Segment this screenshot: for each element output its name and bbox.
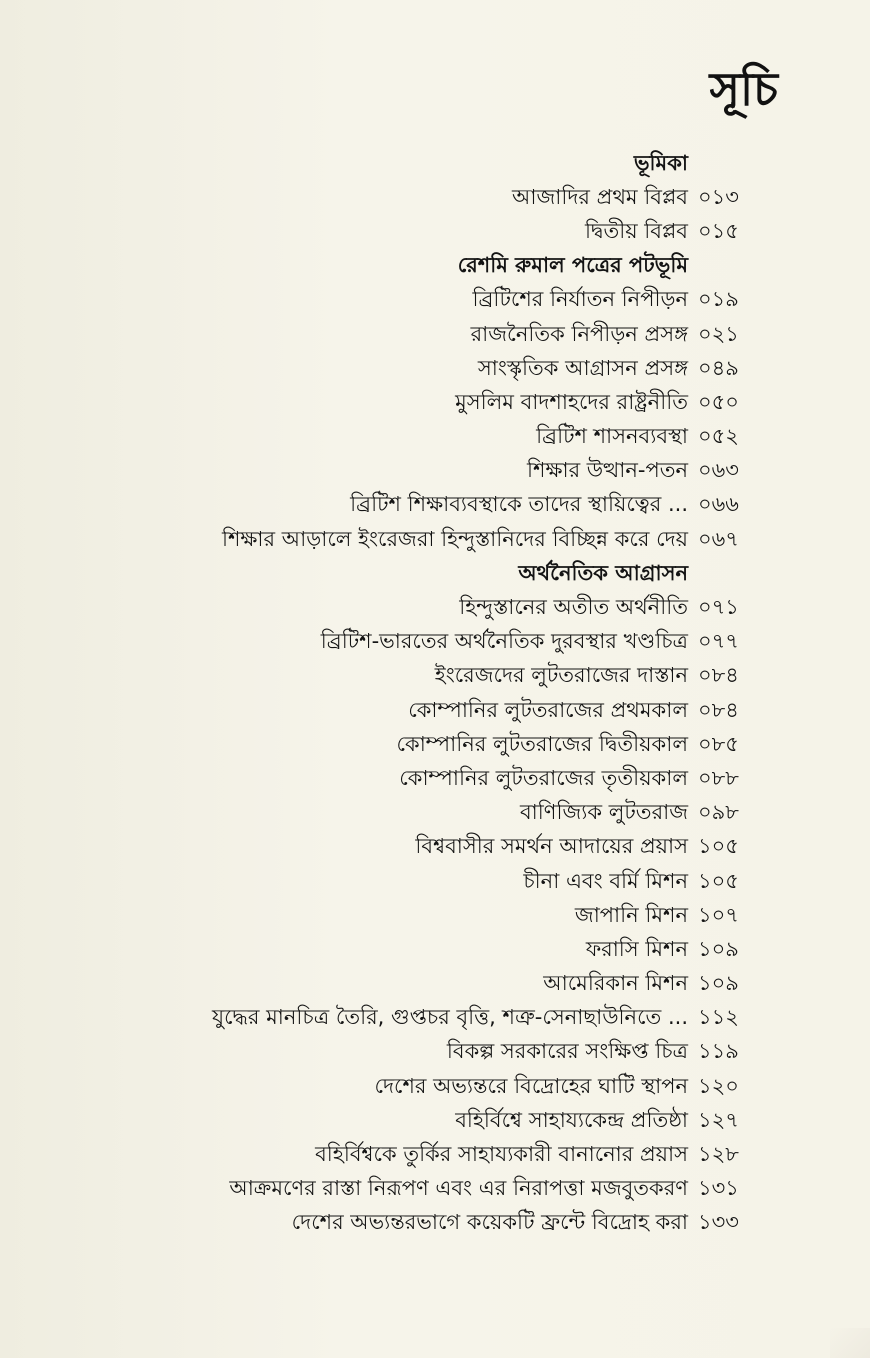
entry-title: আজাদির প্রথম বিপ্লব bbox=[512, 184, 688, 209]
section-title: রেশমি রুমাল পত্রের পটভূমি bbox=[457, 253, 688, 278]
toc-entry bbox=[70, 214, 770, 248]
page-number: ০৮৪ bbox=[698, 697, 739, 722]
page-title: সূচি bbox=[709, 62, 778, 116]
toc-entry bbox=[70, 761, 770, 795]
page-number: ০১৩ bbox=[698, 184, 739, 209]
toc-entry bbox=[70, 967, 770, 1001]
toc-entry bbox=[70, 659, 770, 693]
page-number: ০৫২ bbox=[698, 424, 739, 449]
page-number: ০৬৬ bbox=[698, 492, 739, 517]
page-number: ১২০ bbox=[698, 1073, 739, 1098]
page-corner-shadow bbox=[830, 1328, 870, 1358]
toc-entry bbox=[70, 420, 770, 454]
entry-title: দেশের অভ্যন্তরে বিদ্রোহের ঘাটি স্থাপন bbox=[374, 1073, 688, 1098]
page-number: ০৫০ bbox=[698, 389, 739, 414]
toc-entry bbox=[70, 283, 770, 317]
section-title: ভূমিকা bbox=[633, 150, 688, 175]
toc-entry bbox=[70, 522, 770, 556]
entry-title: রাজনৈতিক নিপীড়ন প্রসঙ্গ bbox=[470, 321, 688, 346]
page-number: ০৭৭ bbox=[698, 629, 739, 654]
page-number: ১০৫ bbox=[698, 834, 739, 859]
entry-title: চীনা এবং বর্মি মিশন bbox=[523, 868, 688, 893]
entry-title: দ্বিতীয় বিপ্লব bbox=[584, 218, 688, 243]
page-number: ১০৫ bbox=[698, 868, 739, 893]
toc-entry bbox=[70, 1001, 770, 1035]
entry-title: বাণিজ্যিক লুটতরাজ bbox=[519, 800, 688, 825]
toc-entry bbox=[70, 1069, 770, 1103]
entry-title: বহির্বিশ্বে সাহায্যকেন্দ্র প্রতিষ্ঠা bbox=[455, 1107, 688, 1132]
page-number: ১১২ bbox=[698, 1005, 739, 1030]
entry-title: বিকল্প সরকারের সংক্ষিপ্ত চিত্র bbox=[446, 1039, 688, 1064]
toc-section-heading bbox=[70, 249, 770, 283]
toc-entry bbox=[70, 1137, 770, 1171]
entry-title: বিশ্ববাসীর সমর্থন আদায়ের প্রয়াস bbox=[415, 834, 688, 859]
entry-title: সাংস্কৃতিক আগ্রাসন প্রসঙ্গ bbox=[477, 355, 688, 380]
page-number: ০২১ bbox=[698, 321, 739, 346]
entry-title: দেশের অভ্যন্তরভাগে কয়েকটি ফ্রন্টে বিদ্রোহ করা bbox=[291, 1210, 688, 1235]
toc-entry bbox=[70, 1172, 770, 1206]
toc-entry bbox=[70, 590, 770, 624]
entry-title: হিন্দুস্তানের অতীত অর্থনীতি bbox=[459, 595, 688, 620]
page-number: ১০৭ bbox=[698, 902, 739, 927]
page-number: ০৮৫ bbox=[698, 731, 739, 756]
entry-title: ব্রিটিশের নির্যাতন নিপীড়ন bbox=[472, 287, 688, 312]
toc-entry bbox=[70, 317, 770, 351]
toc-entry bbox=[70, 932, 770, 966]
entry-title: কোম্পানির লুটতরাজের তৃতীয়কাল bbox=[399, 765, 688, 790]
entry-title: যুদ্ধের মানচিত্র তৈরি, গুপ্তচর বৃত্তি, শত্রু-সেনাছাউনিতে ... bbox=[211, 1005, 688, 1030]
entry-title: মুসলিম বাদশাহদের রাষ্ট্রনীতি bbox=[455, 389, 688, 414]
toc-entry bbox=[70, 625, 770, 659]
entry-title: আক্রমণের রাস্তা নিরূপণ এবং এর নিরাপত্তা মজবুতকরণ bbox=[229, 1176, 688, 1201]
page-number: ০১৯ bbox=[698, 287, 739, 312]
page-number: ১২৮ bbox=[698, 1142, 739, 1167]
entry-title: ব্রিটিশ শাসনব্যবস্থা bbox=[536, 424, 688, 449]
page-number: ০৭১ bbox=[698, 595, 739, 620]
page-number: ১৩১ bbox=[698, 1176, 739, 1201]
toc-entry bbox=[70, 864, 770, 898]
page-number: ১২৭ bbox=[698, 1107, 739, 1132]
toc-entry bbox=[70, 898, 770, 932]
toc-section-heading bbox=[70, 556, 770, 590]
toc-entry bbox=[70, 385, 770, 419]
entry-title: জাপানি মিশন bbox=[574, 902, 688, 927]
entry-title: আমেরিকান মিশন bbox=[543, 971, 688, 996]
toc-entry bbox=[70, 796, 770, 830]
entry-title: শিক্ষার আড়ালে ইংরেজরা হিন্দুস্তানিদের বিচ্ছিন্ন করে দেয় bbox=[221, 526, 688, 551]
page-number: ০৬৩ bbox=[698, 458, 739, 483]
toc-entry bbox=[70, 180, 770, 214]
entry-title: শিক্ষার উত্থান-পতন bbox=[527, 458, 688, 483]
page-number: ০৪৯ bbox=[698, 355, 739, 380]
entry-title: কোম্পানির লুটতরাজের দ্বিতীয়কাল bbox=[396, 731, 688, 756]
table-of-contents bbox=[70, 146, 770, 1240]
page-number: ১০৯ bbox=[698, 936, 739, 961]
entry-title: ব্রিটিশ শিক্ষাব্যবস্থাকে তাদের স্থায়িত্বের ... bbox=[350, 492, 688, 517]
page-number: ০৮৪ bbox=[698, 663, 739, 688]
entry-title: কোম্পানির লুটতরাজের প্রথমকাল bbox=[408, 697, 688, 722]
section-title: অর্থনৈতিক আগ্রাসন bbox=[518, 560, 688, 585]
toc-entry bbox=[70, 351, 770, 385]
page-number: ১০৯ bbox=[698, 971, 739, 996]
entry-title: বহির্বিশ্বকে তুর্কির সাহায্যকারী বানানোর প্রয়াস bbox=[315, 1142, 688, 1167]
entry-title: ইংরেজদের লুটতরাজের দাস্তান bbox=[434, 663, 688, 688]
page-number: ১৩৩ bbox=[698, 1210, 739, 1235]
toc-entry bbox=[70, 1206, 770, 1240]
page-number: ০৮৮ bbox=[698, 765, 739, 790]
page-number: ০৯৮ bbox=[698, 800, 739, 825]
page-number: ১১৯ bbox=[698, 1039, 739, 1064]
entry-title: ব্রিটিশ-ভারতের অর্থনৈতিক দুরবস্থার খণ্ডচিত্র bbox=[320, 629, 688, 654]
entry-title: ফরাসি মিশন bbox=[585, 936, 688, 961]
page-number: ০৬৭ bbox=[698, 526, 739, 551]
toc-entry bbox=[70, 1035, 770, 1069]
toc-entry bbox=[70, 1103, 770, 1137]
toc-entry bbox=[70, 693, 770, 727]
toc-section-heading bbox=[70, 146, 770, 180]
toc-entry bbox=[70, 454, 770, 488]
toc-entry bbox=[70, 830, 770, 864]
toc-entry bbox=[70, 727, 770, 761]
toc-entry bbox=[70, 488, 770, 522]
page-number: ০১৫ bbox=[698, 218, 739, 243]
